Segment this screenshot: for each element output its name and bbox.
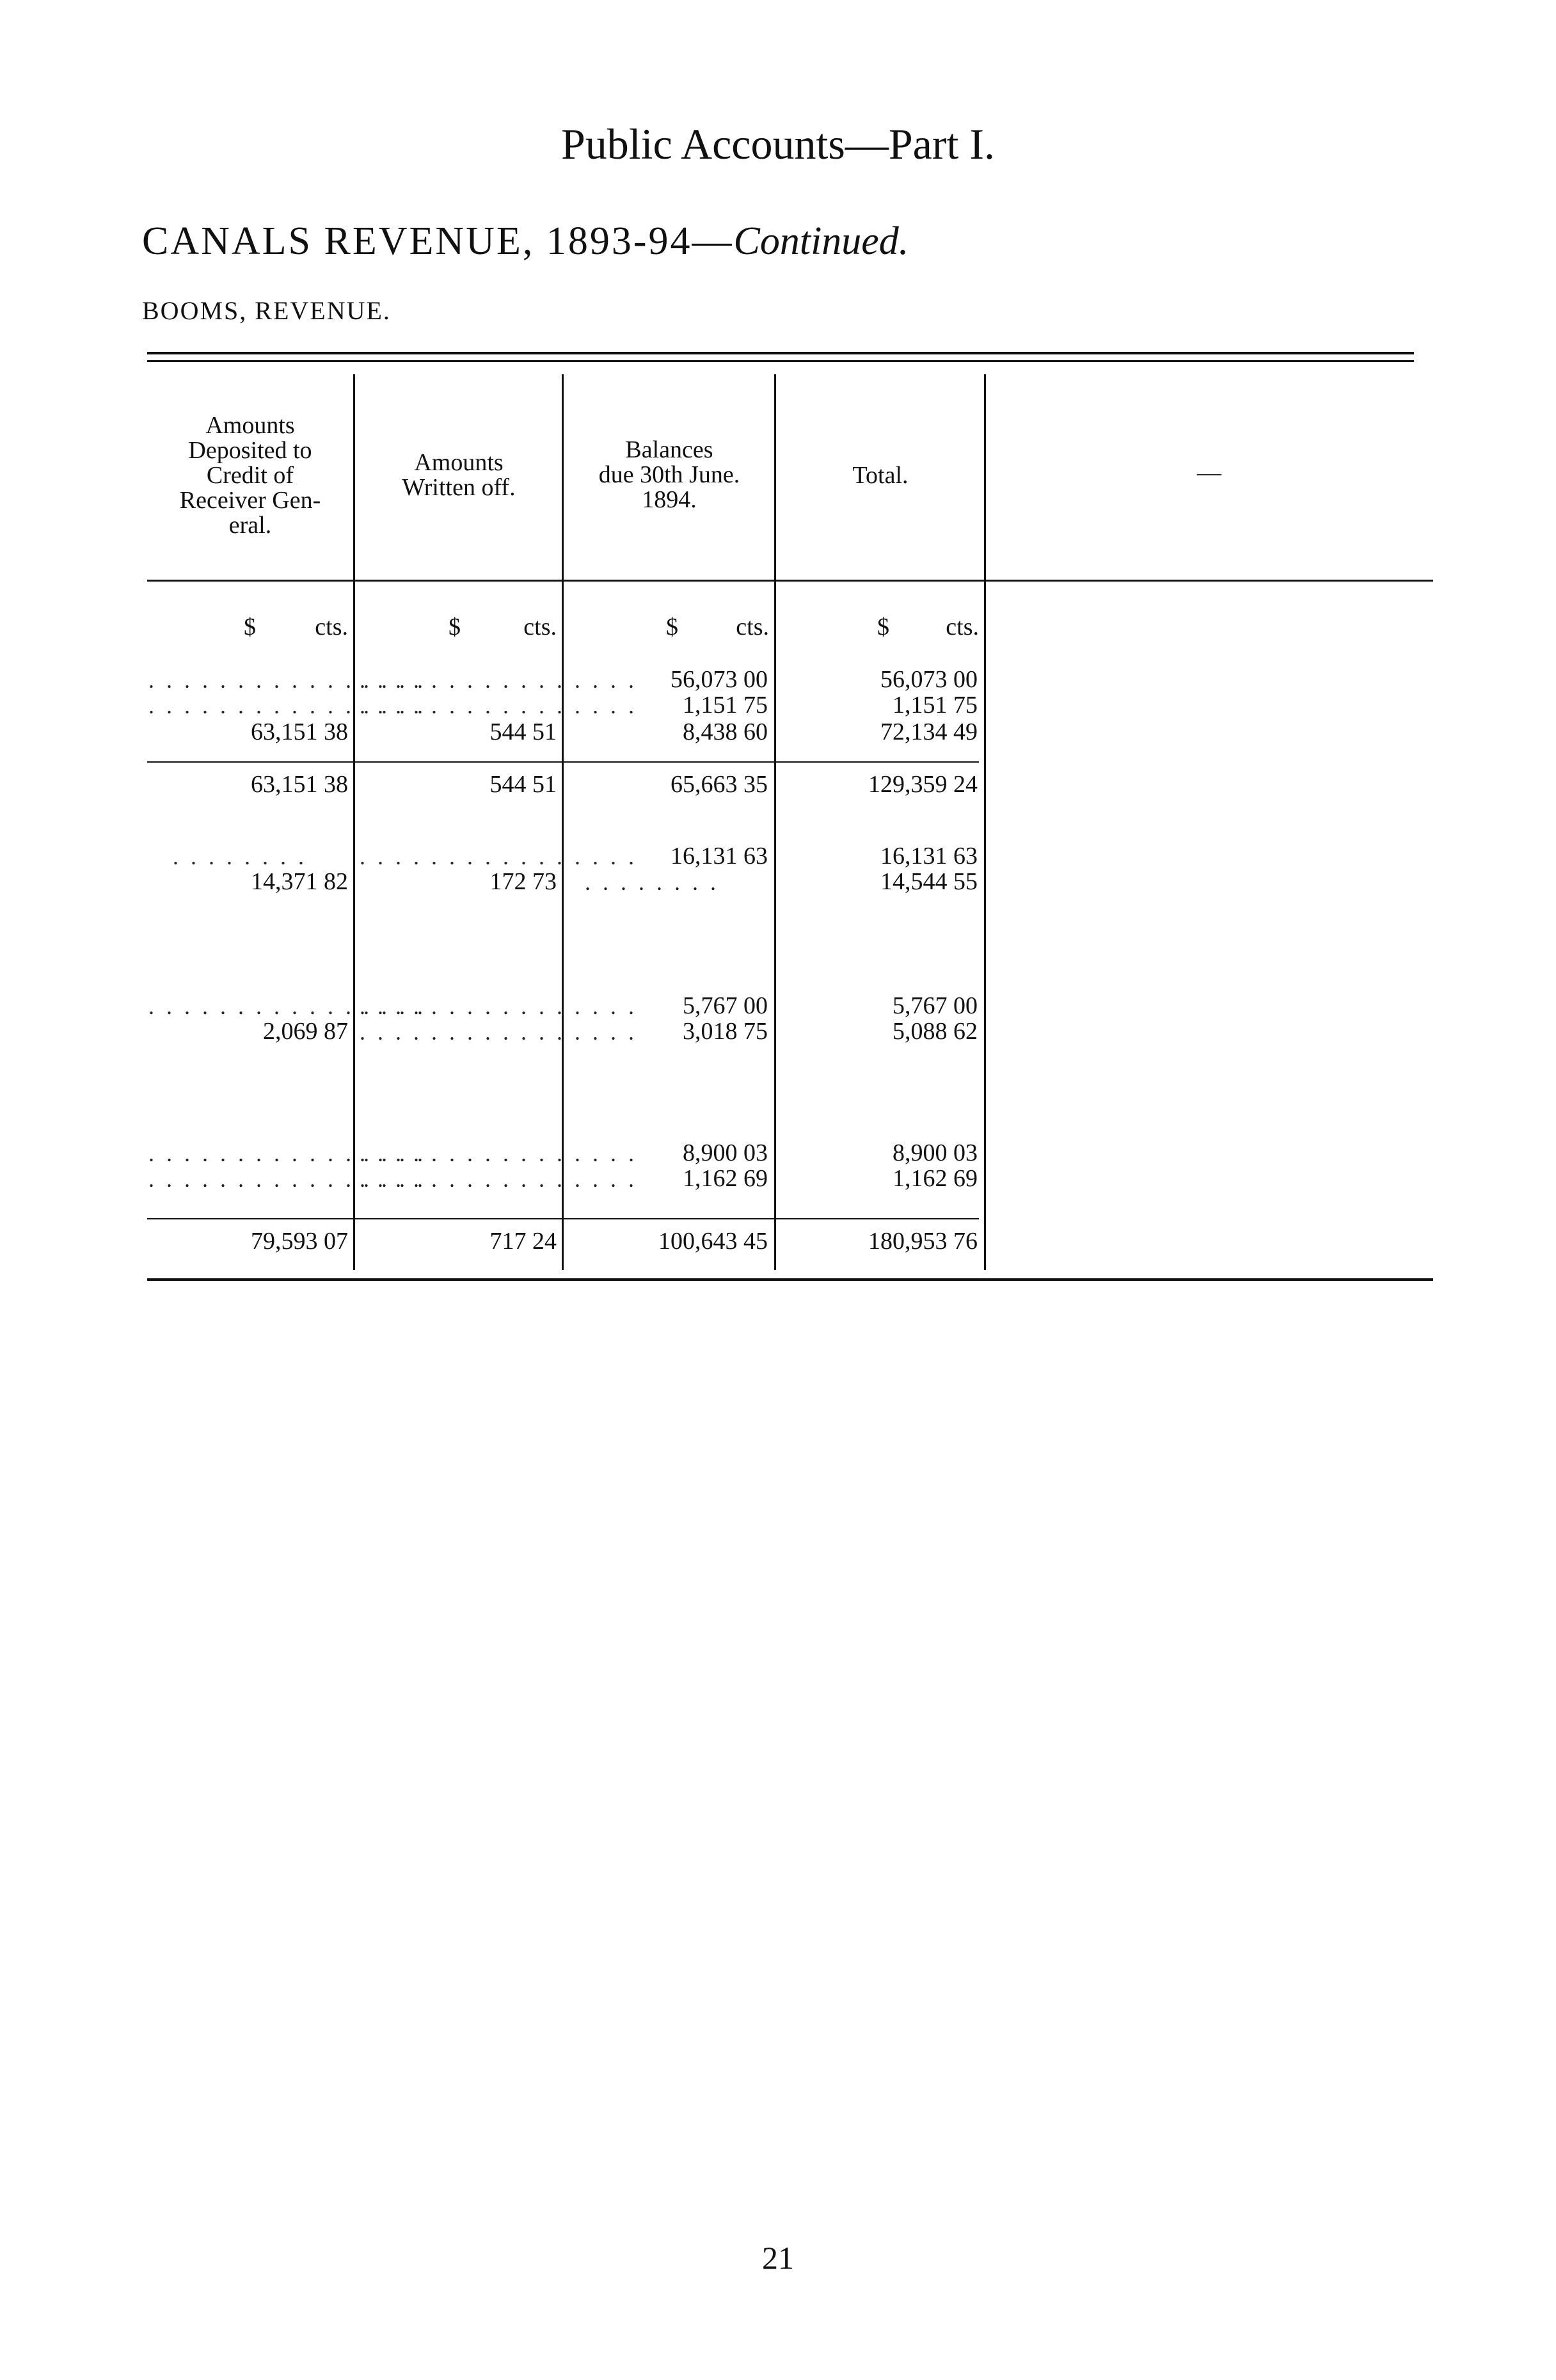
- column-divider: [774, 374, 776, 1270]
- table-bottom-rule: [147, 1278, 1433, 1281]
- page-number: 21: [762, 2240, 794, 2276]
- balance-cell: 1,151 75: [683, 692, 768, 718]
- balance-cell: 56,073 00: [671, 666, 768, 693]
- written-off-cell: 717 24: [489, 1228, 557, 1255]
- unit-cents: cts.: [736, 614, 769, 640]
- balance-cell: 8,900 03: [683, 1139, 768, 1166]
- total-cell: 5,088 62: [893, 1018, 978, 1045]
- header-total: [777, 463, 984, 488]
- deposited-cell: 2,069 87: [263, 1018, 348, 1045]
- unit-dollar: $: [449, 614, 461, 640]
- leader-dots: . . . . . . . . . . . . . . . .: [360, 693, 637, 718]
- balance-cell: 65,663 35: [671, 771, 768, 798]
- total-cell: 16,131 63: [880, 843, 978, 869]
- section-subtitle: BOOMS, REVENUE.: [142, 296, 391, 325]
- total-cell: 8,900 03: [893, 1139, 978, 1166]
- leader-dots: . . . . . . . . . . . . . . . .: [360, 1166, 637, 1192]
- title-main: CANALS REVENUE, 1893-94—: [142, 219, 734, 263]
- table-top-rule-2: [147, 360, 1414, 362]
- header-blank-dash: —: [1197, 459, 1221, 486]
- leader-dots: . . . . . . . .: [585, 869, 719, 895]
- title-continued: Continued.: [733, 219, 909, 263]
- leader-dots: . . . . . . . . . . . . . . . .: [148, 1166, 426, 1192]
- header-line: Receiver Gen-: [179, 487, 321, 514]
- deposited-cell: 63,151 38: [251, 718, 348, 745]
- deposited-cell: 14,371 82: [251, 868, 348, 895]
- header-line: eral.: [228, 512, 272, 539]
- header-line: Credit of: [206, 462, 294, 489]
- leader-dots: . . . . . . . . . . . . . . . .: [360, 994, 637, 1019]
- balance-cell: 1,162 69: [683, 1165, 768, 1192]
- written-off-cell: 544 51: [489, 718, 557, 745]
- unit-cents: cts.: [523, 614, 557, 640]
- leader-dots: . . . . . . . . . . . . . . . .: [148, 693, 426, 718]
- unit-cents: cts.: [315, 614, 348, 640]
- leader-dots: . . . . . . . . . . . . . . . .: [148, 1141, 426, 1166]
- unit-dollar: $: [666, 614, 678, 640]
- balance-cell: 3,018 75: [683, 1018, 768, 1045]
- header-line: Deposited to: [188, 437, 312, 464]
- balance-cell: 5,767 00: [683, 992, 768, 1019]
- written-off-cell: 172 73: [489, 868, 557, 895]
- leader-dots: . . . . . . . . . . . . . . . .: [360, 1019, 637, 1045]
- header-line: 1894.: [642, 486, 697, 513]
- written-off-cell: 544 51: [489, 771, 557, 798]
- leader-dots: . . . . . . . . . . . . . . . .: [148, 667, 426, 693]
- page-title: [142, 219, 909, 264]
- header-deposited: [147, 413, 353, 538]
- unit-dollar: $: [877, 614, 889, 640]
- column-divider: [562, 374, 564, 1270]
- balance-cell: 16,131 63: [671, 843, 768, 869]
- leader-dots: . . . . . . . . . . . . . . . .: [360, 667, 637, 693]
- total-cell: 14,544 55: [880, 868, 978, 895]
- leader-dots: . . . . . . . . . . . . . . . .: [360, 1141, 637, 1166]
- unit-dollar: $: [244, 614, 256, 640]
- leader-dots: . . . . . . . . . . . . . . . .: [148, 994, 426, 1019]
- total-cell: 1,162 69: [893, 1165, 978, 1192]
- header-balances: [564, 438, 774, 512]
- unit-cents: cts.: [946, 614, 979, 640]
- total-cell: 1,151 75: [893, 692, 978, 718]
- leader-dots: . . . . . . . . . . . . . . . .: [360, 844, 637, 869]
- header-line: Written off.: [402, 474, 516, 501]
- total-cell: 72,134 49: [880, 718, 978, 745]
- header-bottom-rule: [147, 580, 1433, 582]
- header-line: due 30th June.: [598, 461, 740, 488]
- total-cell: 5,767 00: [893, 992, 978, 1019]
- table-top-rule: [147, 352, 1414, 354]
- column-divider: [984, 374, 986, 1270]
- header-written-off: [356, 450, 562, 500]
- header-line: Amounts: [414, 449, 504, 476]
- deposited-cell: 63,151 38: [251, 771, 348, 798]
- leader-dots: . . . . . . . .: [173, 844, 307, 869]
- column-divider: [353, 374, 355, 1270]
- running-head: Public Accounts—Part I.: [560, 120, 996, 168]
- header-line: Amounts: [205, 412, 295, 439]
- deposited-cell: 79,593 07: [251, 1228, 348, 1255]
- total-cell: 180,953 76: [868, 1228, 978, 1255]
- balance-cell: 8,438 60: [683, 718, 768, 745]
- header-line: Balances: [625, 436, 713, 463]
- balance-cell: 100,643 45: [658, 1228, 768, 1255]
- total-cell: 56,073 00: [880, 666, 978, 693]
- header-line: Total.: [852, 462, 909, 489]
- total-cell: 129,359 24: [868, 771, 978, 798]
